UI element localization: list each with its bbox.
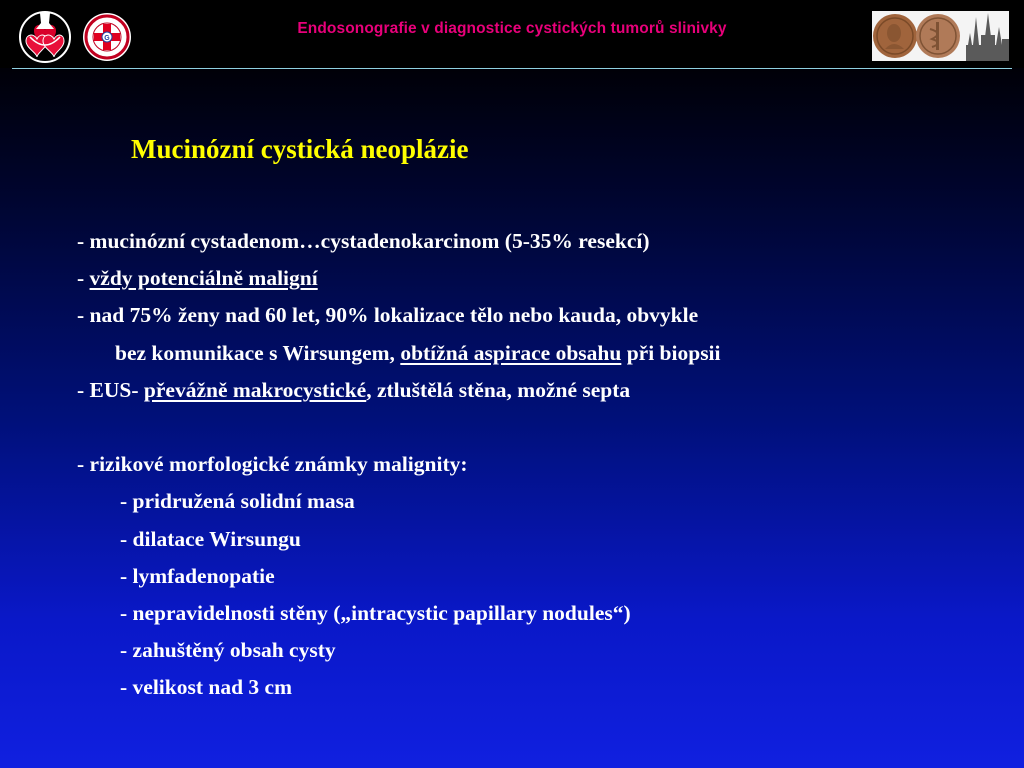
sub-bullet-text: - zahuštěný obsah cysty [120, 638, 336, 663]
sub-bullet [77, 669, 721, 706]
bullet-text: - rizikové morfologické známky malignity: [77, 452, 468, 477]
medals-and-cathedral-image [872, 11, 1009, 61]
bullet-list [77, 223, 721, 706]
bullet-text: bez komunikace s Wirsungem, [115, 340, 401, 365]
bullet-risk-signs-heading [77, 446, 721, 483]
sub-bullet-text: - velikost nad 3 cm [120, 675, 292, 700]
bullet-text: při biopsii [621, 340, 721, 365]
sub-bullet [77, 483, 721, 520]
sub-bullet-text: - pridružená solidní masa [120, 489, 355, 514]
underlined-phrase: převážně makrocystické [143, 377, 367, 402]
bullet-text: - mucinózní cystadenom…cystadenokarcinom (5-35% resekcí) [77, 229, 650, 253]
sub-bullet-text: - nepravidelnosti stěny („intracystic papillary nodules“) [120, 600, 631, 625]
sub-bullet-text: - dilatace Wirsungu [120, 526, 301, 551]
sub-bullet [77, 521, 721, 558]
sub-bullet [77, 558, 721, 595]
svg-text:G: G [104, 35, 110, 42]
bullet-text: , ztluštělá stěna, možné septa [366, 377, 631, 402]
bullet-text: - EUS- [77, 377, 144, 402]
underlined-phrase: vždy potenciálně maligní [89, 266, 318, 291]
header-title: Endosonografie v diagnostice cystických tumorů slinivky [297, 20, 727, 37]
bullet-text: - nad 75% ženy nad 60 let, 90% lokalizace tělo nebo kauda, obvykle [77, 303, 699, 328]
spacer [77, 409, 721, 446]
bullet-cystadenom [77, 223, 721, 260]
sub-bullet-text: - lymfadenopatie [120, 563, 275, 588]
bullet-demographics [77, 297, 721, 334]
header-divider [12, 68, 1012, 69]
sub-bullet [77, 632, 721, 669]
bullet-demographics-continued [77, 335, 721, 372]
sub-bullet [77, 595, 721, 632]
bullet-dash: - [77, 266, 90, 291]
bullet-eus [77, 372, 721, 409]
slide-title: Mucinózní cystická neoplázie [131, 134, 469, 164]
bullet-malignant [77, 260, 721, 297]
underlined-phrase: obtížná aspirace obsahu [400, 340, 622, 365]
